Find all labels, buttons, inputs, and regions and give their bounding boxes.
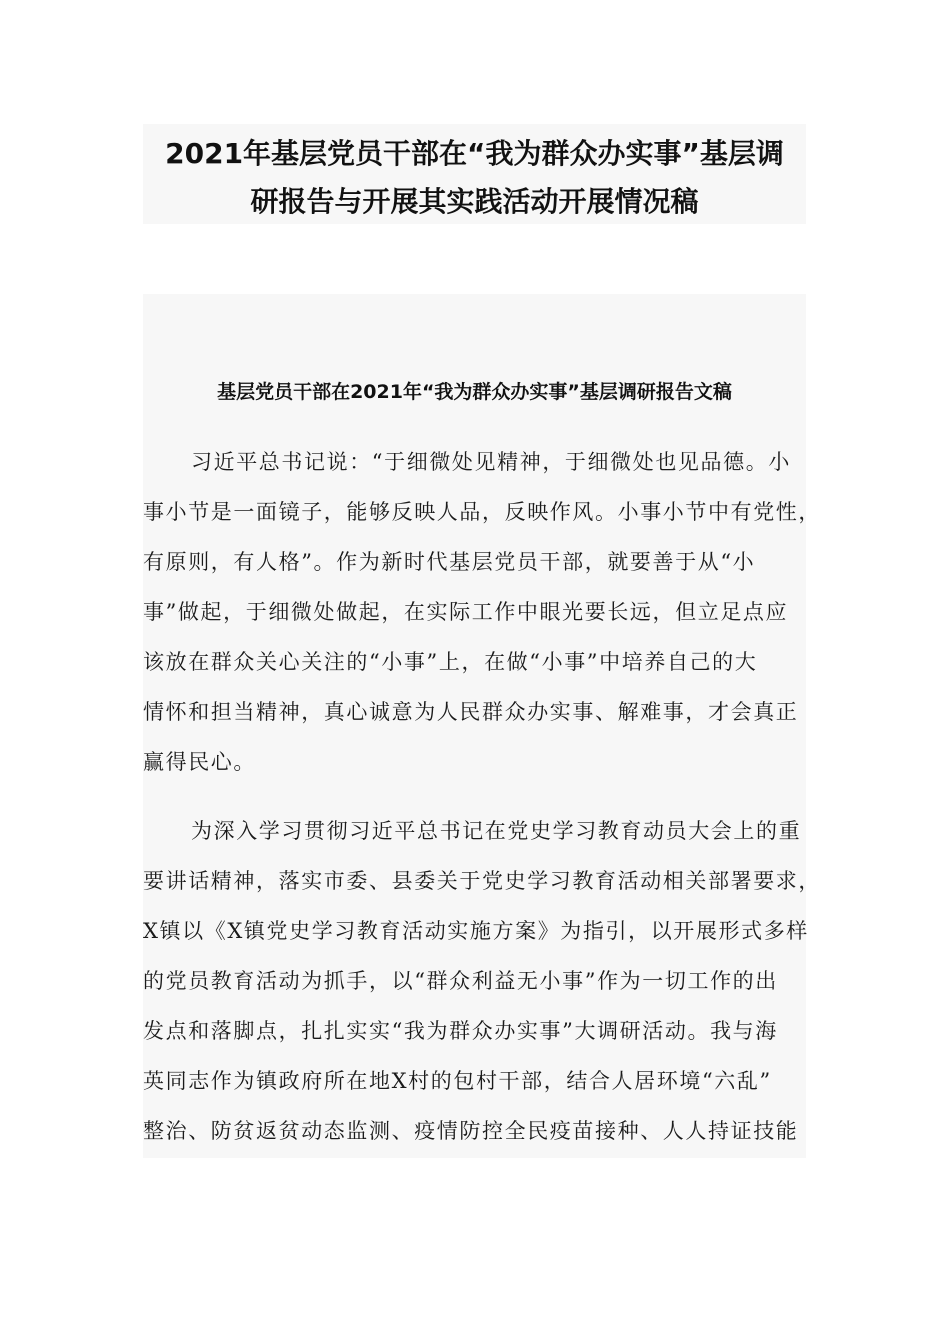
paragraph-line: 有原则，有人格”。作为新时代基层党员干部，就要善于从“小 xyxy=(143,550,756,574)
paragraph-line: 事”做起，于细微处做起，在实际工作中眼光要长远，但立足点应 xyxy=(143,600,789,624)
paragraph-line: 为深入学习贯彻习近平总书记在党史学习教育动员大会上的重 xyxy=(191,819,802,843)
paragraph-line: 要讲话精神，落实市委、县委关于党史学习教育活动相关部署要求， xyxy=(143,869,821,893)
paragraph-line: 英同志作为镇政府所在地X村的包村干部，结合人居环境“六乱” xyxy=(143,1069,772,1093)
paragraph-line: 赢得民心。 xyxy=(143,750,256,774)
paragraph-line: X镇以《X镇党史学习教育活动实施方案》为指引，以开展形式多样 xyxy=(143,919,809,943)
paragraph-line: 的党员教育活动为抓手，以“群众利益无小事”作为一切工作的出 xyxy=(143,969,778,993)
document-title-block xyxy=(143,124,806,224)
document-title-line-1: 2021年基层党员干部在“我为群众办实事”基层调 xyxy=(165,137,784,170)
document-body xyxy=(143,294,821,1158)
section-heading: 基层党员干部在2021年“我为群众办实事”基层调研报告文稿 xyxy=(217,381,732,403)
document-title-line-2: 研报告与开展其实践活动开展情况稿 xyxy=(250,185,699,218)
paragraph-2 xyxy=(143,806,821,1156)
paragraph-line: 整治、防贫返贫动态监测、疫情防控全民疫苗接种、人人持证技能 xyxy=(143,1119,799,1143)
paragraph-1 xyxy=(143,437,821,787)
paragraph-line: 该放在群众关心关注的“小事”上，在做“小事”中培养自己的大 xyxy=(143,650,758,674)
paragraph-line: 情怀和担当精神，真心诚意为人民群众办实事、解难事，才会真正 xyxy=(143,700,799,724)
paragraph-line: 事小节是一面镜子，能够反映人品，反映作风。小事小节中有党性， xyxy=(143,500,821,524)
paragraph-line: 发点和落脚点，扎扎实实“我为群众办实事”大调研活动。我与海 xyxy=(143,1019,778,1043)
paragraph-line: 习近平总书记说：“于细微处见精神，于细微处也见品德。小 xyxy=(191,450,791,474)
